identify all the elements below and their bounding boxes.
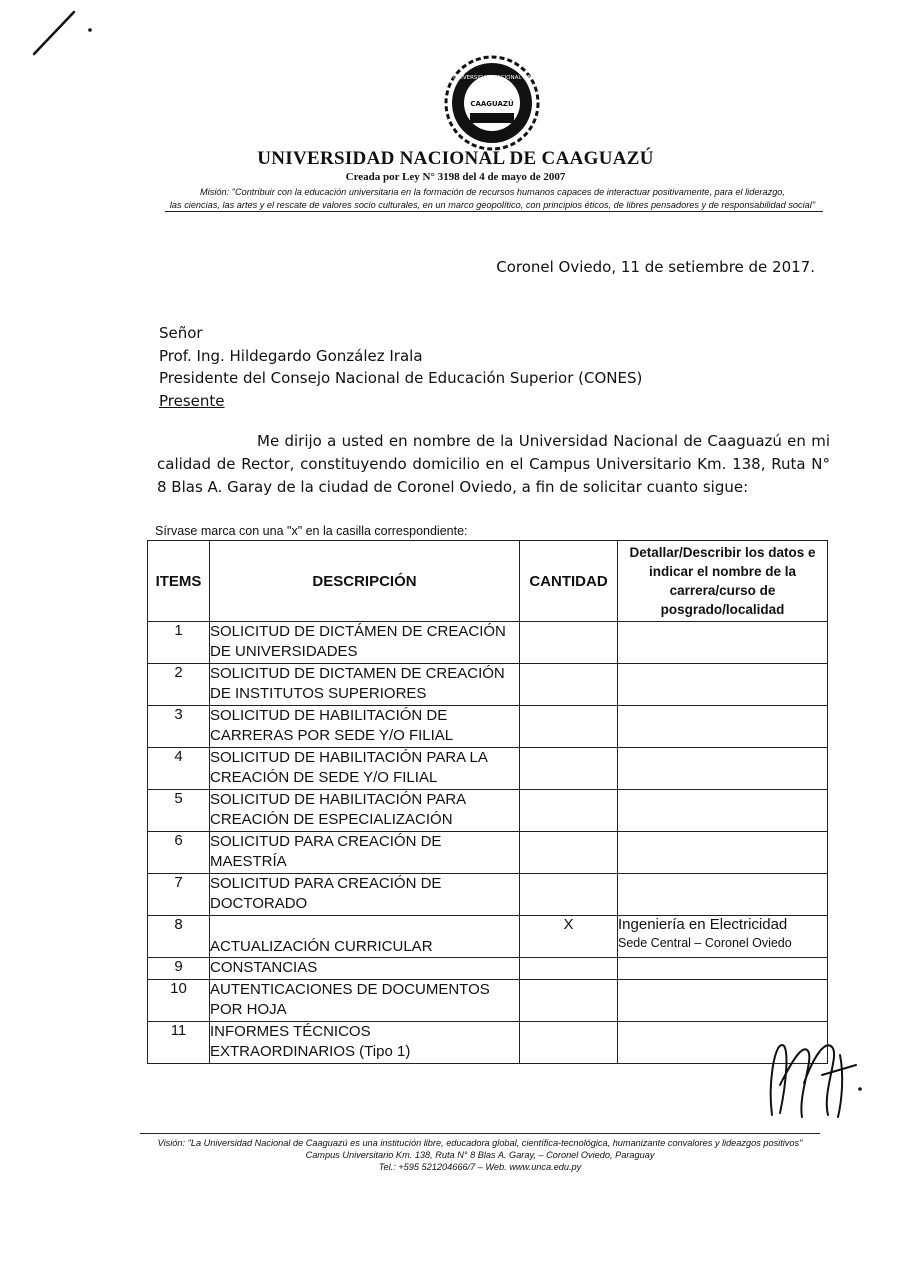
row-quantity xyxy=(520,748,618,790)
row-description: INFORMES TÉCNICOS EXTRAORDINARIOS (Tipo 1) xyxy=(210,1022,520,1064)
row-detail xyxy=(618,748,828,790)
table-header-row xyxy=(148,541,828,622)
row-number: 5 xyxy=(148,790,210,832)
table-row xyxy=(148,832,828,874)
row-detail xyxy=(618,790,828,832)
row-description: SOLICITUD DE HABILITACIÓN PARA LA CREACIÓN DE SEDE Y/O FILIAL xyxy=(210,748,520,790)
table-row xyxy=(148,980,828,1022)
mission-statement xyxy=(160,186,825,212)
table-row xyxy=(148,622,828,664)
mission-line-1: Misión: "Contribuir con la educación universitaria en la formación de recursos humanos capaces de interactuar positivamente, para el liderazgo, xyxy=(200,187,785,197)
row-number: 4 xyxy=(148,748,210,790)
seal-top-text: UNIVERSIDAD NACIONAL DE xyxy=(453,75,531,81)
presente-label: Presente xyxy=(159,391,225,410)
row-quantity xyxy=(520,622,618,664)
footer xyxy=(100,1137,860,1173)
footer-divider xyxy=(140,1133,820,1134)
row-detail xyxy=(618,958,828,980)
salutation: Señor xyxy=(159,324,203,342)
campus-address: Campus Universitario Km. 138, Ruta N° 8 Blas A. Garay, – Coronel Oviedo, Paraguay xyxy=(305,1150,655,1160)
row-detail-main: Ingeniería en Electricidad xyxy=(618,916,788,933)
row-description: SOLICITUD DE HABILITACIÓN PARA CREACIÓN DE ESPECIALIZACIÓN xyxy=(210,790,520,832)
row-description: SOLICITUD PARA CREACIÓN DE DOCTORADO xyxy=(210,874,520,916)
header-items: ITEMS xyxy=(148,541,210,622)
row-description: AUTENTICACIONES DE DOCUMENTOS POR HOJA xyxy=(210,980,520,1022)
handwritten-signature xyxy=(760,1025,870,1125)
table-row xyxy=(148,874,828,916)
header-divider xyxy=(165,211,823,212)
row-quantity xyxy=(520,790,618,832)
row-quantity: X xyxy=(520,916,618,958)
row-quantity xyxy=(520,706,618,748)
request-table xyxy=(147,540,828,1064)
row-number: 10 xyxy=(148,980,210,1022)
creation-law: Creada por Ley N° 3198 del 4 de mayo de 2007 xyxy=(345,171,566,183)
table-row xyxy=(148,706,828,748)
university-name: UNIVERSIDAD NACIONAL DE CAAGUAZÚ xyxy=(257,148,654,169)
row-detail xyxy=(618,664,828,706)
row-detail xyxy=(618,622,828,664)
row-detail xyxy=(618,706,828,748)
table-row xyxy=(148,664,828,706)
row-detail xyxy=(618,874,828,916)
contact-info: Tel.: +595 521204666/7 – Web. www.unca.edu.py xyxy=(378,1162,582,1172)
row-number: 11 xyxy=(148,1022,210,1064)
vision-statement: Visión: "La Universidad Nacional de Caaguazú es una institución libre, educadora global, científica-tecnológica, humanizante convalores y lideazgos positivos" xyxy=(157,1138,803,1148)
recipient-name: Prof. Ing. Hildegardo González Irala xyxy=(159,346,423,365)
row-number: 3 xyxy=(148,706,210,748)
row-number: 1 xyxy=(148,622,210,664)
row-number: 7 xyxy=(148,874,210,916)
header-cantidad: CANTIDAD xyxy=(520,541,618,622)
row-number: 2 xyxy=(148,664,210,706)
row-quantity xyxy=(520,874,618,916)
row-quantity xyxy=(520,664,618,706)
row-detail xyxy=(618,832,828,874)
row-quantity xyxy=(520,832,618,874)
letter-date: Coronel Oviedo, 11 de setiembre de 2017. xyxy=(496,258,815,276)
row-detail-sub: Sede Central – Coronel Oviedo xyxy=(618,936,792,950)
row-description: SOLICITUD PARA CREACIÓN DE MAESTRÍA xyxy=(210,832,520,874)
row-detail xyxy=(618,916,828,958)
row-quantity xyxy=(520,1022,618,1064)
table-row xyxy=(148,958,828,980)
row-description: SOLICITUD DE HABILITACIÓN DE CARRERAS POR SEDE Y/O FILIAL xyxy=(210,706,520,748)
university-seal-logo xyxy=(444,55,540,151)
row-description: ACTUALIZACIÓN CURRICULAR xyxy=(210,916,520,958)
row-number: 8 xyxy=(148,916,210,958)
row-quantity xyxy=(520,958,618,980)
row-description: CONSTANCIAS xyxy=(210,958,520,980)
row-detail xyxy=(618,980,828,1022)
table-row xyxy=(148,916,828,958)
row-number: 9 xyxy=(148,958,210,980)
recipient-title: Presidente del Consejo Nacional de Educación Superior (CONES) xyxy=(159,369,643,387)
row-number: 6 xyxy=(148,832,210,874)
table-instruction: Sírvase marca con una "x" en la casilla correspondiente: xyxy=(155,524,468,538)
row-quantity xyxy=(520,980,618,1022)
mission-line-2: las ciencias, las artes y el rescate de valores socio culturales, en un marco geopolítico, con principios éticos, de libres pensadores y de responsabilidad social" xyxy=(169,200,816,210)
pen-slash-mark xyxy=(28,8,98,58)
header-descripcion: DESCRIPCIÓN xyxy=(210,541,520,622)
table-row xyxy=(148,1022,828,1064)
table-row xyxy=(148,748,828,790)
table-body xyxy=(148,622,828,1064)
seal-inner-text: CAAGUAZÚ xyxy=(470,100,514,108)
header-detalle: Detallar/Describir los datos e indicar el nombre de la carrera/curso de posgrado/localidad xyxy=(618,541,828,622)
recipient-block xyxy=(159,322,642,412)
row-description: SOLICITUD DE DICTÁMEN DE CREACIÓN DE UNIVERSIDADES xyxy=(210,622,520,664)
row-description: SOLICITUD DE DICTAMEN DE CREACIÓN DE INSTITUTOS SUPERIORES xyxy=(210,664,520,706)
table-row xyxy=(148,790,828,832)
letter-body: Me dirijo a usted en nombre de la Universidad Nacional de Caaguazú en mi calidad de Rector, constituyendo domicilio en el Campus Universitario Km. 138, Ruta N° 8 Blas A. Garay de la ciudad de Coronel Oviedo, a fin de solicitar cuanto sigue: xyxy=(157,432,830,496)
